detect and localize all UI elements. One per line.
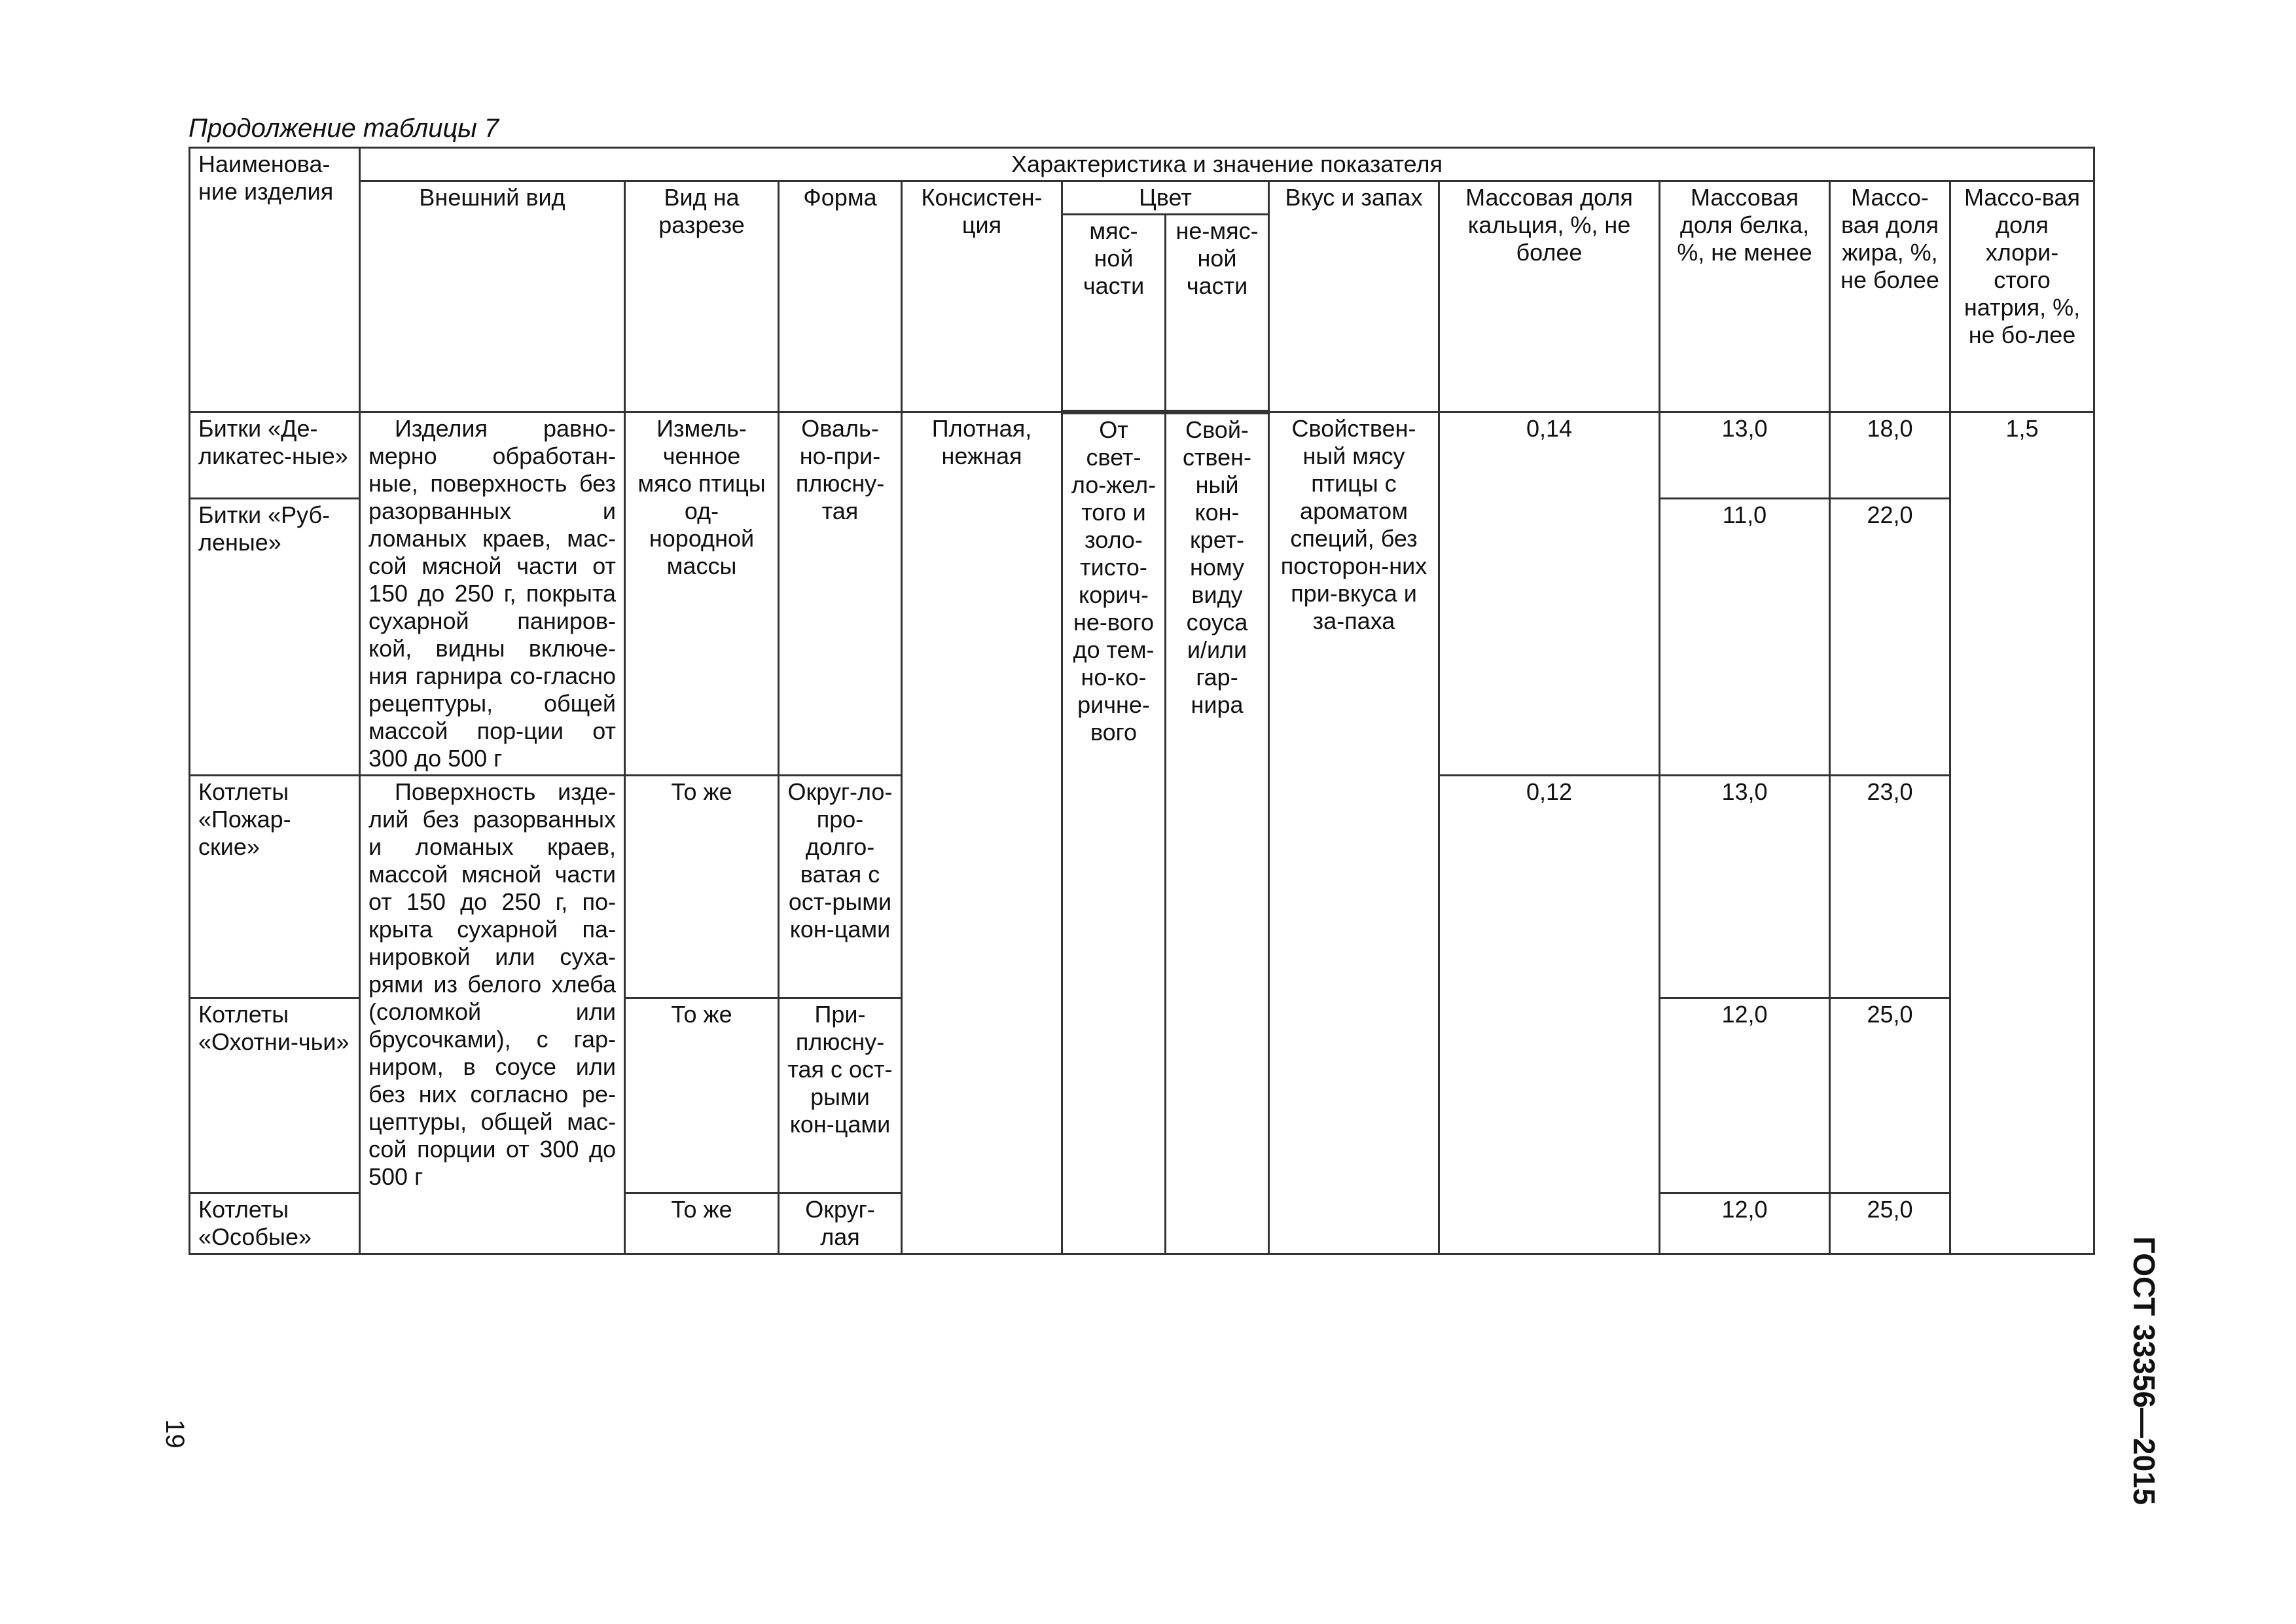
- fat-value: 23,0: [1830, 776, 1950, 998]
- salt-value: 1,5: [1950, 412, 2094, 1254]
- appearance-text: Поверхность изде-лий без разорванных и ломаных краев, массой мясной части от 150 до 250 г, по-крыта сухарной па-нировкой или суха-рями из белого хлеба (соломкой или брусочками), с гар-ниром, в соусе или без них согласно ре-цептуры, общей мас-сой порции от 300 до 500 г: [360, 776, 625, 1254]
- shape-text: При-плюсну-тая с ост-рыми кон-цами: [779, 998, 902, 1193]
- header-row-1: [190, 148, 2094, 181]
- shape-text: Округ-лая: [779, 1193, 902, 1254]
- product-name: Битки «Де-ликатес-ные»: [190, 412, 360, 499]
- header-nonmeat-part: не-мяс-ной части: [1166, 215, 1269, 412]
- color-meat-text: От свет-ло-жел-того и золо-тисто-корич-не-вого до тем-но-ко-ричне-вого: [1062, 412, 1166, 1254]
- header-taste: Вкус и запах: [1269, 181, 1439, 412]
- product-name: Котлеты «Пожар-ские»: [190, 776, 360, 998]
- header-meat-part: мяс-ной части: [1062, 215, 1166, 412]
- shape-text: Оваль-но-при-плюсну-тая: [779, 412, 902, 776]
- consistency-text: Плотная, нежная: [902, 412, 1062, 1254]
- header-salt: Массо-вая доля хлори-стого натрия, %, не бо-лее: [1950, 181, 2094, 412]
- calcium-value: 0,12: [1439, 776, 1660, 1254]
- standard-designation: ГОСТ 33356—2015: [2127, 1236, 2161, 1506]
- table-caption: Продолжение таблицы 7: [188, 114, 499, 143]
- protein-value: 11,0: [1660, 499, 1830, 776]
- header-characteristic: Характеристика и значение показателя: [360, 148, 2094, 181]
- header-fat: Массо-вая доля жира, %, не более: [1830, 181, 1950, 412]
- header-row-2: [190, 181, 2094, 215]
- calcium-value: 0,14: [1439, 412, 1660, 776]
- header-consistency: Консистен-ция: [902, 181, 1062, 412]
- data-table: [188, 147, 2095, 1255]
- protein-value: 13,0: [1660, 412, 1830, 499]
- fat-value: 22,0: [1830, 499, 1950, 776]
- header-cut: Вид на разрезе: [625, 181, 779, 412]
- protein-value: 12,0: [1660, 1193, 1830, 1254]
- shape-text: Округ-ло-про-долго-ватая с ост-рыми кон-цами: [779, 776, 902, 998]
- product-name: Котлеты «Охотни-чьи»: [190, 998, 360, 1193]
- fat-value: 25,0: [1830, 1193, 1950, 1254]
- header-protein: Массовая доля белка, %, не менее: [1660, 181, 1830, 412]
- taste-text: Свойствен-ный мясу птицы с ароматом специй, без посторон-них при-вкуса и за-паха: [1269, 412, 1439, 1254]
- protein-value: 12,0: [1660, 998, 1830, 1193]
- cut-text: То же: [625, 776, 779, 998]
- fat-value: 25,0: [1830, 998, 1950, 1193]
- cut-text: То же: [625, 1193, 779, 1254]
- cut-text: То же: [625, 998, 779, 1193]
- header-shape: Форма: [779, 181, 902, 412]
- page-number: 19: [160, 1419, 189, 1449]
- header-calcium: Массовая доля кальция, %, не более: [1439, 181, 1660, 412]
- product-name: Битки «Руб-леные»: [190, 499, 360, 776]
- product-name: Котлеты «Особые»: [190, 1193, 360, 1254]
- table-row: [190, 412, 2094, 499]
- appearance-text: Изделия равно-мерно обработан-ные, поверхность без разорванных и ломаных краев, мас-сой мясной части от 150 до 250 г, покрыта сухарной паниров-кой, видны включе-ния гарнира со-гласно рецептуры, общей массой пор-ции от 300 до 500 г: [360, 412, 625, 776]
- protein-value: 13,0: [1660, 776, 1830, 998]
- header-color: Цвет: [1062, 181, 1269, 215]
- header-name: Наименова-ние изделия: [190, 148, 360, 412]
- color-nonmeat-text: Свой-ствен-ный кон-крет-ному виду соуса и/или гар-нира: [1166, 412, 1269, 1254]
- cut-text: Измель-ченное мясо птицы од-нородной массы: [625, 412, 779, 776]
- header-appearance: Внешний вид: [360, 181, 625, 412]
- fat-value: 18,0: [1830, 412, 1950, 499]
